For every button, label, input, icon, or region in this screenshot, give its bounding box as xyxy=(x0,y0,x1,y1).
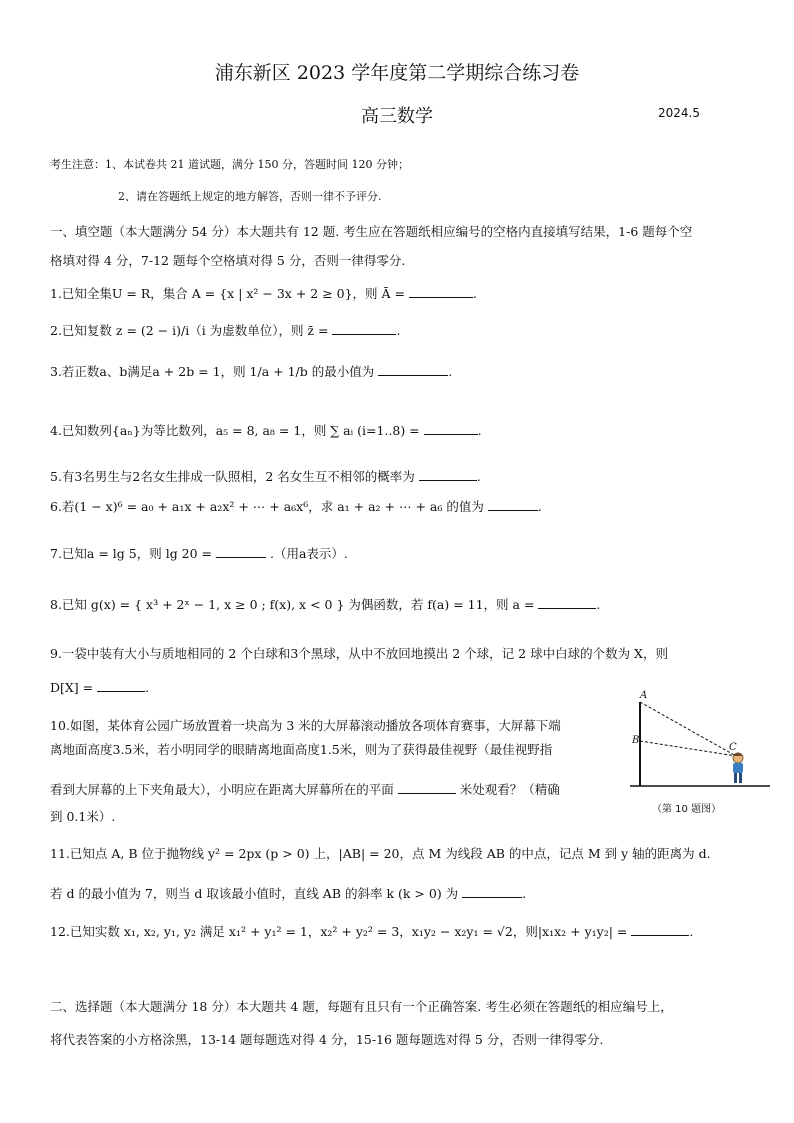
question-1: 1.已知全集U = R，集合 A = {x | x² − 3x + 2 ≥ 0}，则 Ā = . xyxy=(50,286,477,301)
question-11-line2: 若 d 的最小值为 7，则当 d 取该最小值时，直线 AB 的斜率 k (k > 0) 为 . xyxy=(50,886,527,901)
figure-label-c: C xyxy=(729,742,737,753)
question-8-text: 为偶函数，若 f(a) = 11，则 a = xyxy=(348,597,535,612)
question-8-function: 8.已知 g(x) = { x³ + 2ˣ − 1, x ≥ 0 ; f(x), x < 0 } xyxy=(50,597,345,612)
sight-line-top xyxy=(640,702,736,756)
question-8: 8.已知 g(x) = { x³ + 2ˣ − 1, x ≥ 0 ; f(x), x < 0 } 为偶函数，若 f(a) = 11，则 a = . xyxy=(50,597,601,612)
exam-title: 浦东新区 2023 学年度第二学期综合练习卷 xyxy=(214,62,580,84)
question-9-line2: D[X] = . xyxy=(50,680,150,695)
answer-blank-10 xyxy=(398,781,456,794)
question-10-line1: 10.如图，某体育公园广场放置着一块高为 3 米的大屏幕滚动播放各项体育赛事，大屏幕下端 xyxy=(50,718,561,733)
question-6: 6.若(1 − x)⁶ = a₀ + a₁x + a₂x² + ⋯ + a₆x⁶，求 a₁ + a₂ + ⋯ + a₆ 的值为 . xyxy=(50,499,542,514)
question-6-text: 6.若(1 − x)⁶ = a₀ + a₁x + a₂x² + ⋯ + a₆x⁶，求 a₁ + a₂ + ⋯ + a₆ 的值为 xyxy=(50,499,484,514)
question-10-figure xyxy=(628,686,774,816)
figure-caption: （第 10 题图） xyxy=(652,804,722,815)
question-1-text: 1.已知全集U = R，集合 A = {x | x² − 3x + 2 ≥ 0}，则 Ā = xyxy=(50,286,406,301)
question-12: 12.已知实数 x₁, x₂, y₁, y₂ 满足 x₁² + y₁² = 1，x₂² + y₂² = 3，x₁y₂ − x₂y₁ = √2，则|x₁x₂ + y₁y₂| = . xyxy=(50,924,694,939)
exam-date: 2024.5 xyxy=(658,106,700,120)
section2-intro-line1: 二、选择题（本大题满分 18 分）本大题共 4 题，每题有且只有一个正确答案. 考生必须在答题纸的相应编号上， xyxy=(50,999,673,1014)
question-10-line4: 到 0.1米）. xyxy=(50,809,116,824)
answer-blank-12 xyxy=(631,923,689,936)
person-icon xyxy=(733,753,743,784)
answer-blank-4 xyxy=(424,422,478,435)
question-4-text: 4.已知数列{aₙ}为等比数列，a₅ = 8, a₈ = 1，则 ∑ aᵢ (i=1..8) = xyxy=(50,423,420,438)
question-2-text: 2.已知复数 z = (2 − i)/i（i 为虚数单位），则 z̄ = xyxy=(50,323,329,338)
answer-blank-8 xyxy=(538,596,596,609)
question-12-text: 12.已知实数 x₁, x₂, y₁, y₂ 满足 x₁² + y₁² = 1，x₂² + y₂² = 3，x₁y₂ − x₂y₁ = √2，则|x₁x₂ + y₁y₂| = xyxy=(50,924,628,939)
sight-line-bottom xyxy=(640,741,736,756)
answer-blank-1 xyxy=(409,285,473,298)
question-11-line1: 11.已知点 A, B 位于抛物线 y² = 2px (p > 0) 上，|AB| = 20，点 M 为线段 AB 的中点，记点 M 到 y 轴的距离为 d. xyxy=(50,846,711,861)
answer-blank-7 xyxy=(216,545,266,558)
question-7-note: .（用a表示）. xyxy=(270,546,348,561)
figure-label-a: A xyxy=(640,690,648,701)
notice-line-1: 考生注意：1、本试卷共 21 道试题，满分 150 分，答题时间 120 分钟； xyxy=(50,158,409,171)
question-9-line1: 9.一袋中装有大小与质地相同的 2 个白球和3个黑球，从中不放回地摸出 2 个球，记 2 球中白球的个数为 X，则 xyxy=(50,646,668,661)
answer-blank-3 xyxy=(378,363,448,376)
question-7 xyxy=(50,545,348,563)
figure-label-b: B xyxy=(632,735,640,746)
section1-intro-line2: 格填对得 4 分，7-12 题每个空格填对得 5 分，否则一律得零分. xyxy=(50,253,406,268)
section1-intro-line1: 一、填空题（本大题满分 54 分）本大题共有 12 题. 考生应在答题纸相应编号的空格内直接填写结果，1-6 题每个空 xyxy=(50,224,693,239)
answer-blank-6 xyxy=(488,498,538,511)
question-4: 4.已知数列{aₙ}为等比数列，a₅ = 8, a₈ = 1，则 ∑ aᵢ (i=1..8) = . xyxy=(50,423,482,438)
answer-blank-11 xyxy=(462,885,522,898)
question-3: 3.若正数a、b满足a + 2b = 1，则 1/a + 1/b 的最小值为 . xyxy=(50,364,453,379)
question-7-text: 7.已知a = lg 5，则 lg 20 = xyxy=(50,546,213,561)
question-2: 2.已知复数 z = (2 − i)/i（i 为虚数单位），则 z̄ = . xyxy=(50,323,401,338)
question-10-line3 xyxy=(50,781,560,799)
question-3-text: 3.若正数a、b满足a + 2b = 1，则 1/a + 1/b 的最小值为 xyxy=(50,364,375,379)
question-10-text-b: 米处观看？（精确 xyxy=(459,782,560,797)
question-5: 5.有3名男生与2名女生排成一队照相，2 名女生互不相邻的概率为 . xyxy=(50,469,481,484)
exam-subtitle: 高三数学 xyxy=(361,106,433,127)
answer-blank-5 xyxy=(419,468,477,481)
notice-line-2: 2、请在答题纸上规定的地方解答，否则一律不予评分. xyxy=(118,190,382,203)
answer-blank-2 xyxy=(332,322,396,335)
section2-intro-line2: 将代表答案的小方格涂黑，13-14 题每题选对得 4 分，15-16 题每题选对得 5 分，否则一律得零分. xyxy=(50,1032,604,1047)
question-10-line2: 离地面高度3.5米，若小明同学的眼睛离地面高度1.5米，则为了获得最佳视野（最佳视野指 xyxy=(50,742,553,757)
question-11-text: 若 d 的最小值为 7，则当 d 取该最小值时，直线 AB 的斜率 k (k > 0) 为 xyxy=(50,886,459,901)
question-9-text: D[X] = xyxy=(50,680,94,695)
question-5-text: 5.有3名男生与2名女生排成一队照相，2 名女生互不相邻的概率为 xyxy=(50,469,415,484)
answer-blank-9 xyxy=(97,679,145,692)
question-10-text-a: 看到大屏幕的上下夹角最大），小明应在距离大屏幕所在的平面 xyxy=(50,782,394,797)
